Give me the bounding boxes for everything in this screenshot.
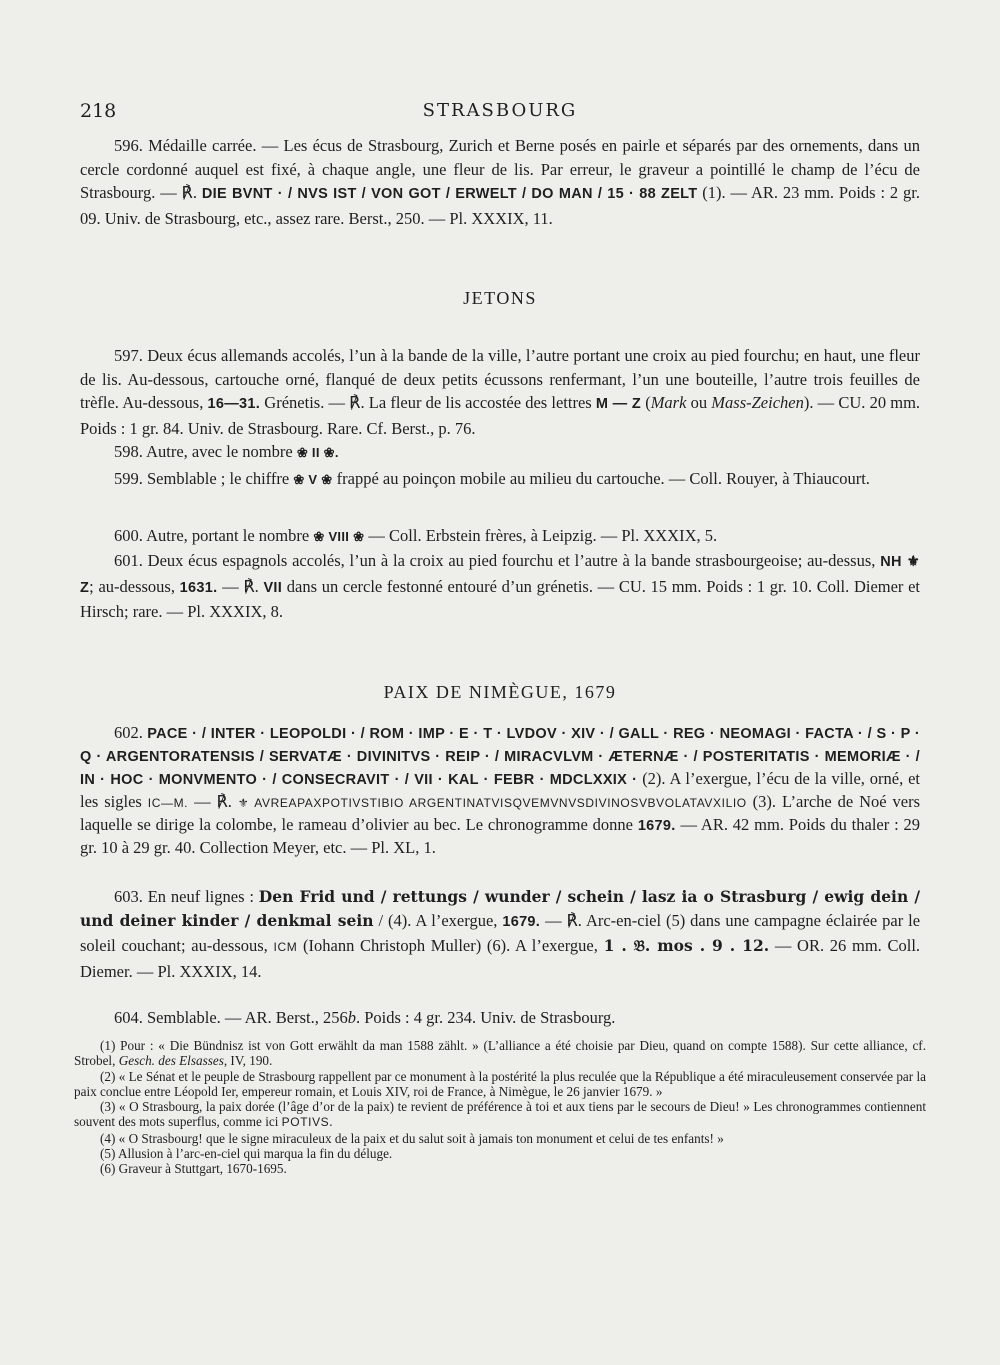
running-title: STRASBOURG bbox=[422, 100, 578, 121]
entry-601: 601. Deux écus espagnols accolés, l’un à la croix au pied fourchu et l’autre à la bande strasbourgeoise; au-dessus, NH ⚜ Z; au-dessous, 1631. — ℟. VII dans un cercle festonné entouré d’un grénetis. — CU. 15 mm. Poids : 1 gr. 10. Coll. Diemer et Hirsch; rare. — Pl. XXXIX, 8. bbox=[80, 551, 921, 621]
entry-600: 600. Autre, portant le nombre ❀ VIII ❀ — Coll. Erbstein frères, à Leipzig. — Pl. XXXIX, 5. bbox=[114, 526, 718, 545]
footnote-6: (6) Graveur à Stuttgart, 1670-1695. bbox=[100, 1161, 287, 1177]
footnote-2: (2) « Le Sénat et le peuple de Strasbourg rappellent par ce monument à la postérité la plus reculée que la République a été miraculeusement conservée par la paix conclue entre Léopold Ier, empereur romain, et Louis XIV, roi de France, à Nimègue, le 26 janvier 1679. » bbox=[74, 1068, 926, 1099]
entry-602: 602. PACE · / INTER · LEOPOLDI · / ROM · IMP · E · T · LVDOV · XIV · / GALL · REG · NEOMAGI · FACTA · / S · P · Q · ARGENTORATENSIS / SERVATÆ · DIVINITVS · REIP · / MIRACVLVM · ÆTERNÆ · / POSTERITATIS · MEMORIÆ · / IN · HOC · MONVMENTO · / CONSECRAVIT · / VII · KAL · FEBR · MDCLXXIX · (2). A l’exergue, l’écu de la ville, orné, et les sigles IC—M. — ℟. ⚜ AVREAPAXPOTIVSTIBIO ARGENTINATVISQVEMVNVSDIVINOSVBVOLATAVXILIO (3). L’arche de Noé vers laquelle se dirige la colombe, le rameau d’olivier au bec. Le chronogramme donne 1679. — AR. 42 mm. Poids du thaler : 29 gr. 10 à 29 gr. 40. Collection Meyer, etc. — Pl. XL, 1. bbox=[80, 723, 921, 857]
gothic-legend: Den Frid und / rettungs / wunder / schein / lasz ia o Strasburg / ewig dein / und deiner kinder / denkmal sein bbox=[80, 887, 921, 930]
footnote-3: (3) « O Strasbourg, la paix dorée (l’âge d’or de la paix) te revient de préférence à toi et aux tiens par le secours de Dieu! » Les chronogrammes contiennent souvent des mots superflus, comme ici POTIVS. bbox=[74, 1099, 926, 1130]
chronogram: ⚜ AVREAPAXPOTIVSTIBIO ARGENTINATVISQVEMVNVSDIVINOSVBVOLATAVXILIO bbox=[237, 796, 747, 810]
entry-597: 597. Deux écus allemands accolés, l’un à la bande de la ville, l’autre portant une croix au pied fourchu; en haut, une fleur de lis. Au-dessous, cartouche orné, flanqué de deux petits écussons renfermant, l’un une bouteille, l’autre trois feuilles de trèfle. Au-dessous, 16—31. Grénetis. — ℟. La fleur de lis accostée des lettres M — Z (Mark ou Mass-Zeichen). — CU. 20 mm. Poids : 1 gr. 84. Univ. de Strasbourg. Rare. Cf. Berst., p. 76. bbox=[80, 346, 921, 438]
entry-596: 596. Médaille carrée. — Les écus de Strasbourg, Zurich et Berne posés en pairle et séparés par des ornements, dans un cercle cordonné auquel est fixé, à chaque angle, une fleur de lis. Par erreur, le graveur a pointillé le champ de l’écu de Strasbourg. — ℟. DIE BVNT · / NVS IST / VON GOT / ERWELT / DO MAN / 15 · 88 ZELT (1). — AR. 23 mm. Poids : 2 gr. 09. Univ. de Strasbourg, etc., assez rare. Berst., 250. — Pl. XXXIX, 11. bbox=[80, 136, 921, 228]
section-heading-paix: PAIX DE NIMÈGUE, 1679 bbox=[383, 682, 617, 702]
entry-599: 599. Semblable ; le chiffre ❀ V ❀ frappé au poinçon mobile au milieu du cartouche. — Coll. Rouyer, à Thiaucourt. bbox=[114, 469, 870, 488]
footnote-1: (1) Pour : « Die Bündnisz ist von Gott erwählt da man 1588 zählt. » (L’alliance a été choisie par Dieu, quand on compte 1588). Sur cette alliance, cf. Strobel, Gesch. des Elsasses, IV, 190. bbox=[74, 1038, 926, 1069]
page-header bbox=[80, 100, 920, 126]
section-heading-jetons: JETONS bbox=[463, 288, 537, 308]
footnotes bbox=[74, 1038, 926, 1177]
entry-603: 603. En neuf lignes : Den Frid und / rettungs / wunder / schein / lasz ia o Strasburg / ewig dein / und deiner kinder / denkmal sein / (4). A l’exergue, 1679. — ℟. Arc-en-ciel (5) dans une campagne éclairée par le soleil couchant; au-dessous, ICM (Iohann Christoph Muller) (6). A l’exergue, 1 . 𝔅. mos . 9 . 12. — OR. 26 mm. Coll. Diemer. — Pl. XXXIX, 14. bbox=[80, 887, 921, 981]
footnote-5: (5) Allusion à l’arc-en-ciel qui marqua la fin du déluge. bbox=[100, 1146, 393, 1162]
footnote-4: (4) « O Strasbourg! que le signe miraculeux de la paix et du salut soit à jamais ton monument et celui de tes enfants! » bbox=[100, 1130, 724, 1146]
entry-604: 604. Semblable. — AR. Berst., 256b. Poids : 4 gr. 234. Univ. de Strasbourg. bbox=[114, 1008, 616, 1027]
page-number: 218 bbox=[80, 100, 117, 122]
entry-598: 598. Autre, avec le nombre ❀ II ❀. bbox=[114, 442, 339, 461]
reverse-legend: DIE BVNT · / NVS IST / VON GOT / ERWELT / DO MAN / 15 · 88 ZELT bbox=[201, 186, 698, 202]
obverse-legend: PACE · / INTER · LEOPOLDI · / ROM · IMP · E · T · LVDOV · XIV · / GALL · REG · NEOMAGI · FACTA · / S · P · Q · ARGENTORATENSIS / SERVATÆ · DIVINITVS · REIP · / MIRACVLVM · ÆTERNÆ · / POSTERITATIS · MEMORIÆ · / IN · HOC · MONVMENTO · / CONSECRAVIT · / VII · KAL · FEBR · MDCLXXIX · bbox=[80, 726, 920, 788]
